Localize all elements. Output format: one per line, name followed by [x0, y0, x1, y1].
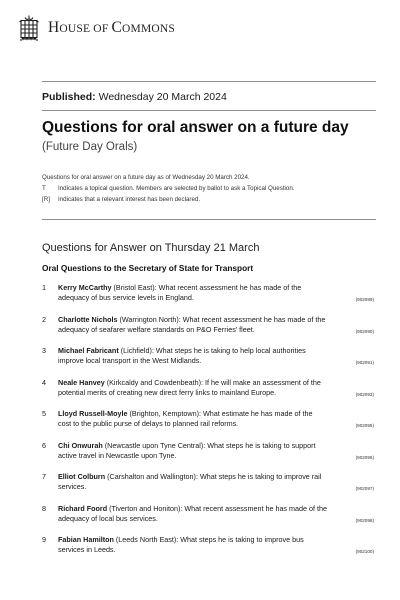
legend-item: T Indicates a topical question. Members are selected by ballot to ask a Topical Question. [42, 185, 295, 192]
question-reference: (902091) [355, 360, 374, 365]
question-reference: (902095) [355, 423, 374, 428]
question-item: 6 Chi Onwurah (Newcastle upon Tyne Central): What steps he is taking to support active travel in Newcastle upon Tyne. (902096) [42, 441, 376, 467]
published-line [42, 91, 227, 103]
question-item: 8 Richard Foord (Tiverton and Honiton): What recent assessment he has made of the adequacy of local bus services. (902098) [42, 504, 376, 530]
divider [42, 110, 376, 111]
question-list [42, 283, 376, 567]
question-reference: (902090) [355, 328, 374, 334]
member-name: Richard Foord [58, 503, 108, 513]
divider [42, 81, 376, 82]
member-name: Neale Hanvey [58, 377, 105, 387]
organisation-name: HOUSE OF COMMONS [48, 19, 176, 36]
question-item: 5 Lloyd Russell-Moyle (Brighton, Kemptown): What estimate he has made of the cost to the public purse of delays to planned rail reforms. (902095) [42, 409, 376, 435]
question-number: 7 [42, 472, 46, 481]
divider [42, 219, 376, 220]
member-name: Michael Fabricant [58, 346, 119, 355]
question-item: 7 Elliot Colburn (Carshalton and Wallington): What steps he is taking to improve rail services. (902097) [42, 472, 376, 498]
question-number: 2 [42, 314, 46, 324]
question-reference: (902089) [355, 297, 374, 302]
intro-text: Questions for oral answer on a future day as of Wednesday 20 March 2024. [42, 174, 250, 181]
question-number: 1 [42, 283, 46, 292]
member-name: Elliot Colburn [58, 472, 106, 481]
page-title: Questions for oral answer on a future day [42, 119, 349, 136]
question-number: 9 [42, 535, 46, 544]
member-name: Charlotte Nichols [58, 314, 118, 324]
question-reference: (902093) [355, 391, 374, 397]
legend-item: [R] Indicates that a relevant interest has been declared. [42, 196, 201, 203]
member-name: Kerry McCarthy [58, 283, 112, 292]
question-reference: (902100) [355, 549, 374, 554]
published-label: Published: [42, 91, 96, 103]
question-number: 3 [42, 346, 46, 355]
question-item: 2 Charlotte Nichols (Warrington North): What recent assessment he has made of the adequacy of seafarer welfare standards on P&O Ferries' fleet. (902090) [42, 315, 376, 341]
intro-notes [42, 172, 372, 205]
section-heading: Questions for Answer on Thursday 21 March [42, 242, 260, 254]
question-reference: (902098) [355, 517, 374, 523]
question-item: 1 Kerry McCarthy (Bristol East): What recent assessment he has made of the adequacy of bus service levels in England. (902089) [42, 283, 376, 309]
question-number: 6 [42, 440, 46, 450]
member-name: Chi Onwurah [58, 440, 103, 450]
masthead [18, 14, 175, 42]
question-item: 3 Michael Fabricant (Lichfield): What steps he is taking to help local authorities improve local transport in the West Midlands. (902091) [42, 346, 376, 372]
published-date: Wednesday 20 March 2024 [98, 91, 227, 103]
member-name: Lloyd Russell-Moyle [58, 409, 128, 418]
question-number: 8 [42, 503, 46, 513]
question-item: 9 Fabian Hamilton (Leeds North East): What steps he is taking to improve bus services in Leeds. (902100) [42, 535, 376, 561]
question-number: 5 [42, 409, 46, 418]
question-reference: (902096) [355, 454, 374, 460]
page-subtitle: (Future Day Orals) [42, 141, 138, 153]
question-number: 4 [42, 377, 46, 387]
question-item: 4 Neale Hanvey (Kirkcaldy and Cowdenbeath): If he will make an assessment of the potential merits of creating new direct ferry links to mainland Europe. (902093) [42, 378, 376, 404]
question-reference: (902097) [355, 486, 374, 491]
member-name: Fabian Hamilton [58, 535, 114, 544]
portcullis-icon [18, 14, 40, 42]
department-heading: Oral Questions to the Secretary of State for Transport [42, 263, 254, 273]
